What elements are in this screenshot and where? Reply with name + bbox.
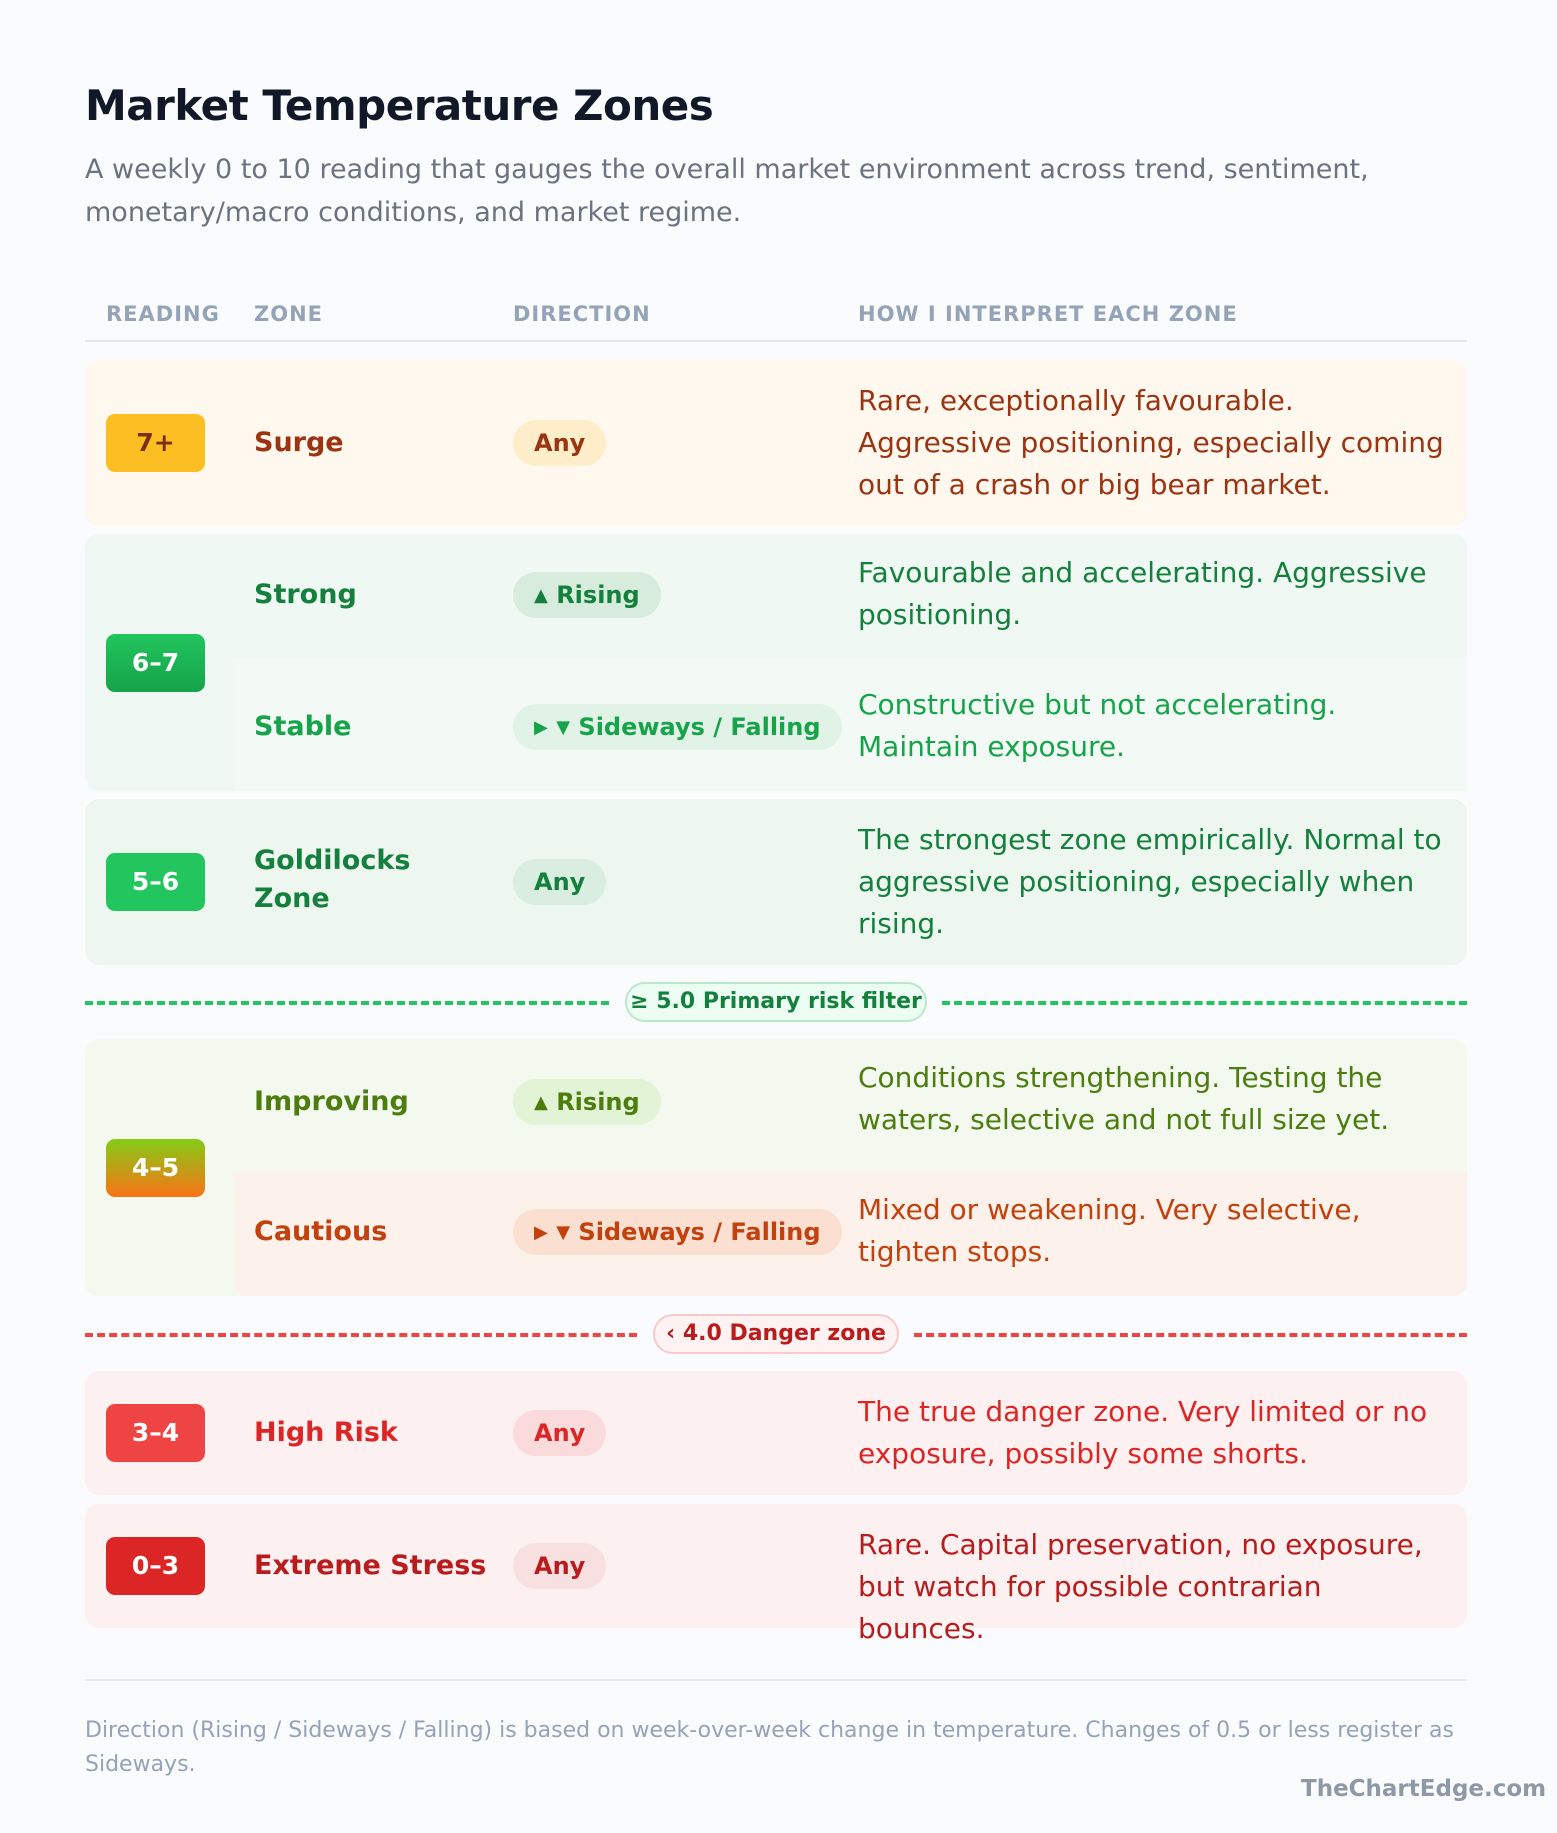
dashed-line <box>85 1333 637 1337</box>
table-row-goldilocks <box>85 799 1467 965</box>
zone-description: The strongest zone empirically. Normal to aggressive positioning, especially when rising. <box>858 823 1442 940</box>
content <box>85 78 1547 1802</box>
table-header <box>85 294 1467 342</box>
triangle-up-icon: ▲ <box>534 585 548 606</box>
table-row-extreme-stress <box>85 1504 1467 1645</box>
zone-description: Rare, exceptionally favourable. Aggressive positioning, especially coming out of a crash or big bear market. <box>858 384 1444 501</box>
reading-badge: 7+ <box>106 414 205 472</box>
triangle-down-icon: ▼ <box>556 717 571 738</box>
table-row-4-5 <box>85 1039 1467 1296</box>
danger-zone-label: ‹ 4.0 Danger zone <box>653 1314 899 1354</box>
zone-description: Favourable and accelerating. Aggressive positioning. <box>858 556 1427 631</box>
zone-name: Strong <box>254 579 357 610</box>
column-header-zone: ZONE <box>254 302 323 326</box>
zone-description: Mixed or weakening. Very selective, tighten stops. <box>858 1193 1361 1268</box>
direction-pill: Any <box>513 859 606 905</box>
zone-description: The true danger zone. Very limited or no exposure, possibly some shorts. <box>858 1395 1428 1470</box>
reading-badge: 5–6 <box>106 853 205 911</box>
zone-name: Cautious <box>254 1216 388 1247</box>
dashed-line <box>942 1001 1467 1005</box>
dashed-line <box>85 1001 609 1005</box>
reading-badge: 6–7 <box>106 634 205 692</box>
zone-description: Constructive but not accelerating. Maintain exposure. <box>858 688 1337 763</box>
triangle-up-icon: ▲ <box>534 1092 548 1113</box>
zone-name: Stable <box>254 711 352 742</box>
danger-zone-divider <box>85 1314 1467 1354</box>
table-row-high-risk <box>85 1371 1467 1495</box>
direction-pill: Any <box>513 1543 606 1589</box>
zone-name: Goldilocks Zone <box>254 845 411 914</box>
reading-badge: 0–3 <box>106 1537 205 1595</box>
direction-pill: ▲ Rising <box>513 1079 661 1125</box>
reading-badge: 3–4 <box>106 1404 205 1462</box>
zone-name: Improving <box>254 1086 409 1117</box>
triangle-right-icon: ▶ <box>534 717 548 738</box>
direction-pill: Any <box>513 1410 606 1456</box>
page-title: Market Temperature Zones <box>85 81 714 130</box>
zone-name: Surge <box>254 427 344 458</box>
direction-pill: ▶ ▼ Sideways / Falling <box>513 1209 842 1255</box>
zone-description: Rare. Capital preservation, no exposure, but watch for possible contrarian bounces. <box>858 1528 1423 1645</box>
footnote: Direction (Rising / Sideways / Falling) is based on week-over-week change in temperature. Changes of 0.5 or less register as Sideways. <box>85 1718 1454 1777</box>
primary-risk-filter-divider <box>85 982 1467 1022</box>
page-subtitle: A weekly 0 to 10 reading that gauges the overall market environment across trend, sentiment, monetary/macro conditions, and market regime. <box>85 154 1369 228</box>
direction-pill: ▲ Rising <box>513 572 661 618</box>
primary-risk-filter-label: ≥ 5.0 Primary risk filter <box>625 982 927 1022</box>
zone-name: Extreme Stress <box>254 1550 487 1581</box>
footer-divider <box>85 1679 1467 1681</box>
reading-badge: 4–5 <box>106 1139 205 1197</box>
column-header-interpretation: HOW I INTERPRET EACH ZONE <box>858 302 1238 326</box>
dashed-line <box>914 1333 1467 1337</box>
table-row-6-7 <box>85 534 1467 791</box>
zone-description: Conditions strengthening. Testing the waters, selective and not full size yet. <box>858 1061 1390 1136</box>
column-header-direction: DIRECTION <box>513 302 651 326</box>
table-row-surge <box>85 360 1467 526</box>
zone-name: High Risk <box>254 1417 398 1448</box>
direction-pill: ▶ ▼ Sideways / Falling <box>513 704 842 750</box>
triangle-right-icon: ▶ <box>534 1222 548 1243</box>
direction-pill: Any <box>513 420 606 466</box>
column-header-reading: READING <box>106 302 220 326</box>
triangle-down-icon: ▼ <box>556 1222 571 1243</box>
brand-watermark: TheChartEdge.com <box>1301 1776 1547 1802</box>
